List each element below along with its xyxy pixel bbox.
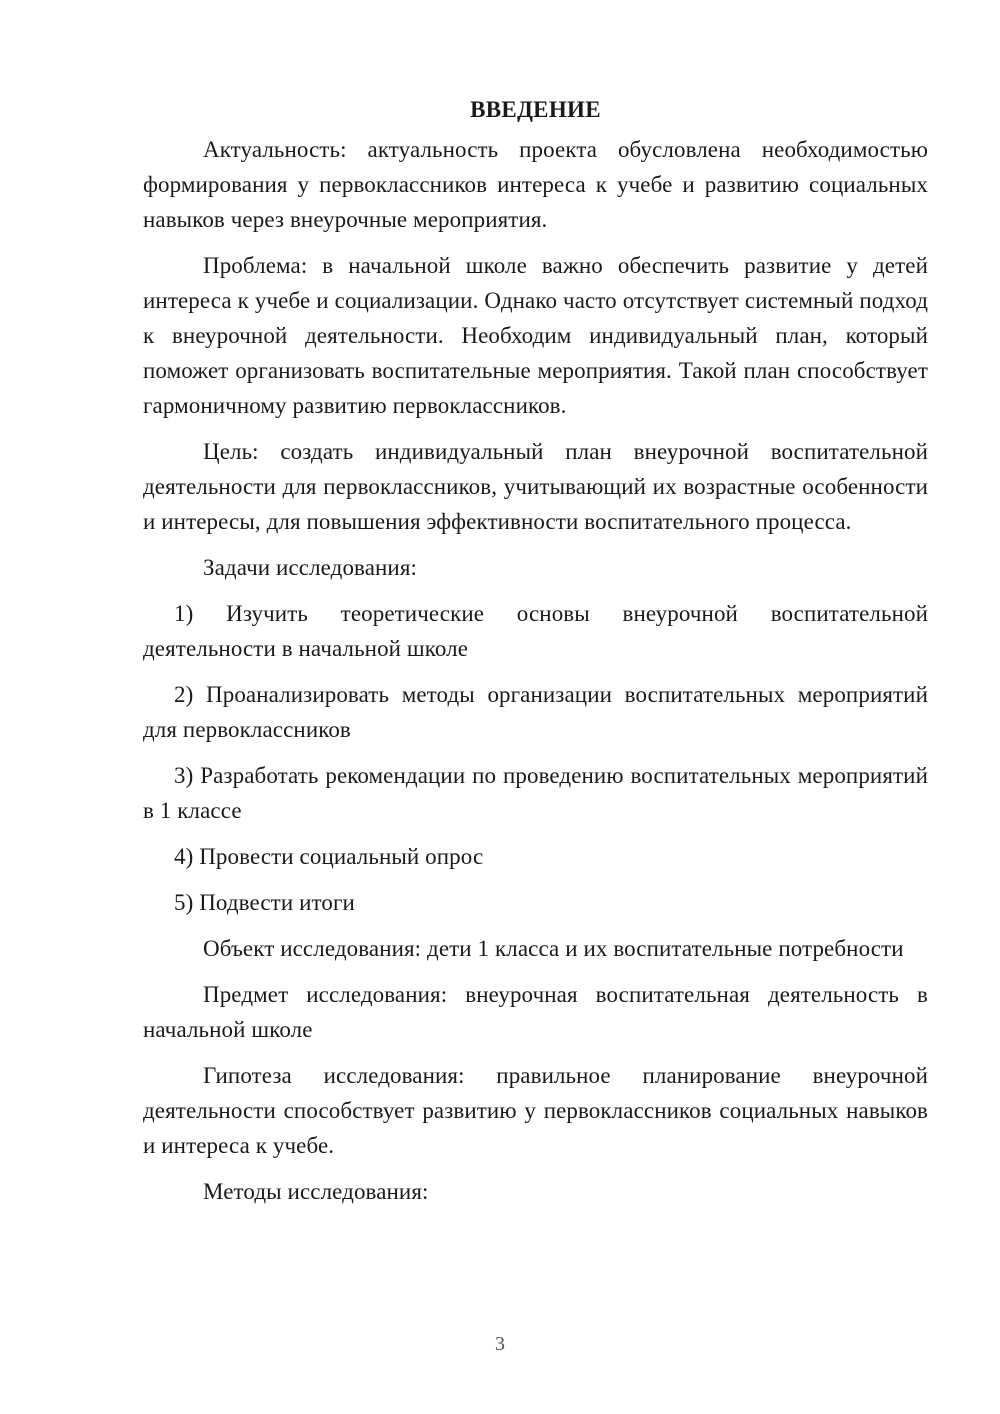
relevance-paragraph: Актуальность: актуальность проекта обусловлена необходимостью формирования у первоклассников интереса к учебе и развитию социальных навыков через внеурочные мероприятия. xyxy=(143,137,928,232)
task-item-5: 5) Подвести итоги xyxy=(174,890,355,915)
task-item-1: 1) Изучить теоретические основы внеурочной воспитательной деятельности в начальной школе xyxy=(143,601,928,661)
document-page xyxy=(143,92,928,1220)
task-item-2: 2) Проанализировать методы организации воспитательных мероприятий для первоклассников xyxy=(143,682,928,742)
task-item-3: 3) Разработать рекомендации по проведению воспитательных мероприятий в 1 классе xyxy=(143,763,928,823)
tasks-heading: Задачи исследования: xyxy=(203,555,418,580)
methods-heading: Методы исследования: xyxy=(203,1179,429,1204)
task-item-4: 4) Провести социальный опрос xyxy=(174,844,484,869)
object-paragraph: Объект исследования: дети 1 класса и их воспитательные потребности xyxy=(203,936,904,961)
subject-paragraph: Предмет исследования: внеурочная воспитательная деятельность в начальной школе xyxy=(143,982,928,1042)
page-title: ВВЕДЕНИЕ xyxy=(470,97,601,122)
page-number: 3 xyxy=(495,1333,505,1355)
problem-paragraph: Проблема: в начальной школе важно обеспечить развитие у детей интереса к учебе и социализации. Однако часто отсутствует системный подход к внеурочной деятельности. Необходим индивидуальный план, который поможет организовать воспитательные мероприятия. Такой план способствует гармоничному развитию первоклассников. xyxy=(143,253,928,418)
goal-paragraph: Цель: создать индивидуальный план внеурочной воспитательной деятельности для первоклассников, учитывающий их возрастные особенности и интересы, для повышения эффективности воспитательного процесса. xyxy=(143,439,928,534)
hypothesis-paragraph: Гипотеза исследования: правильное планирование внеурочной деятельности способствует развитию у первоклассников социальных навыков и интереса к учебе. xyxy=(143,1063,928,1158)
